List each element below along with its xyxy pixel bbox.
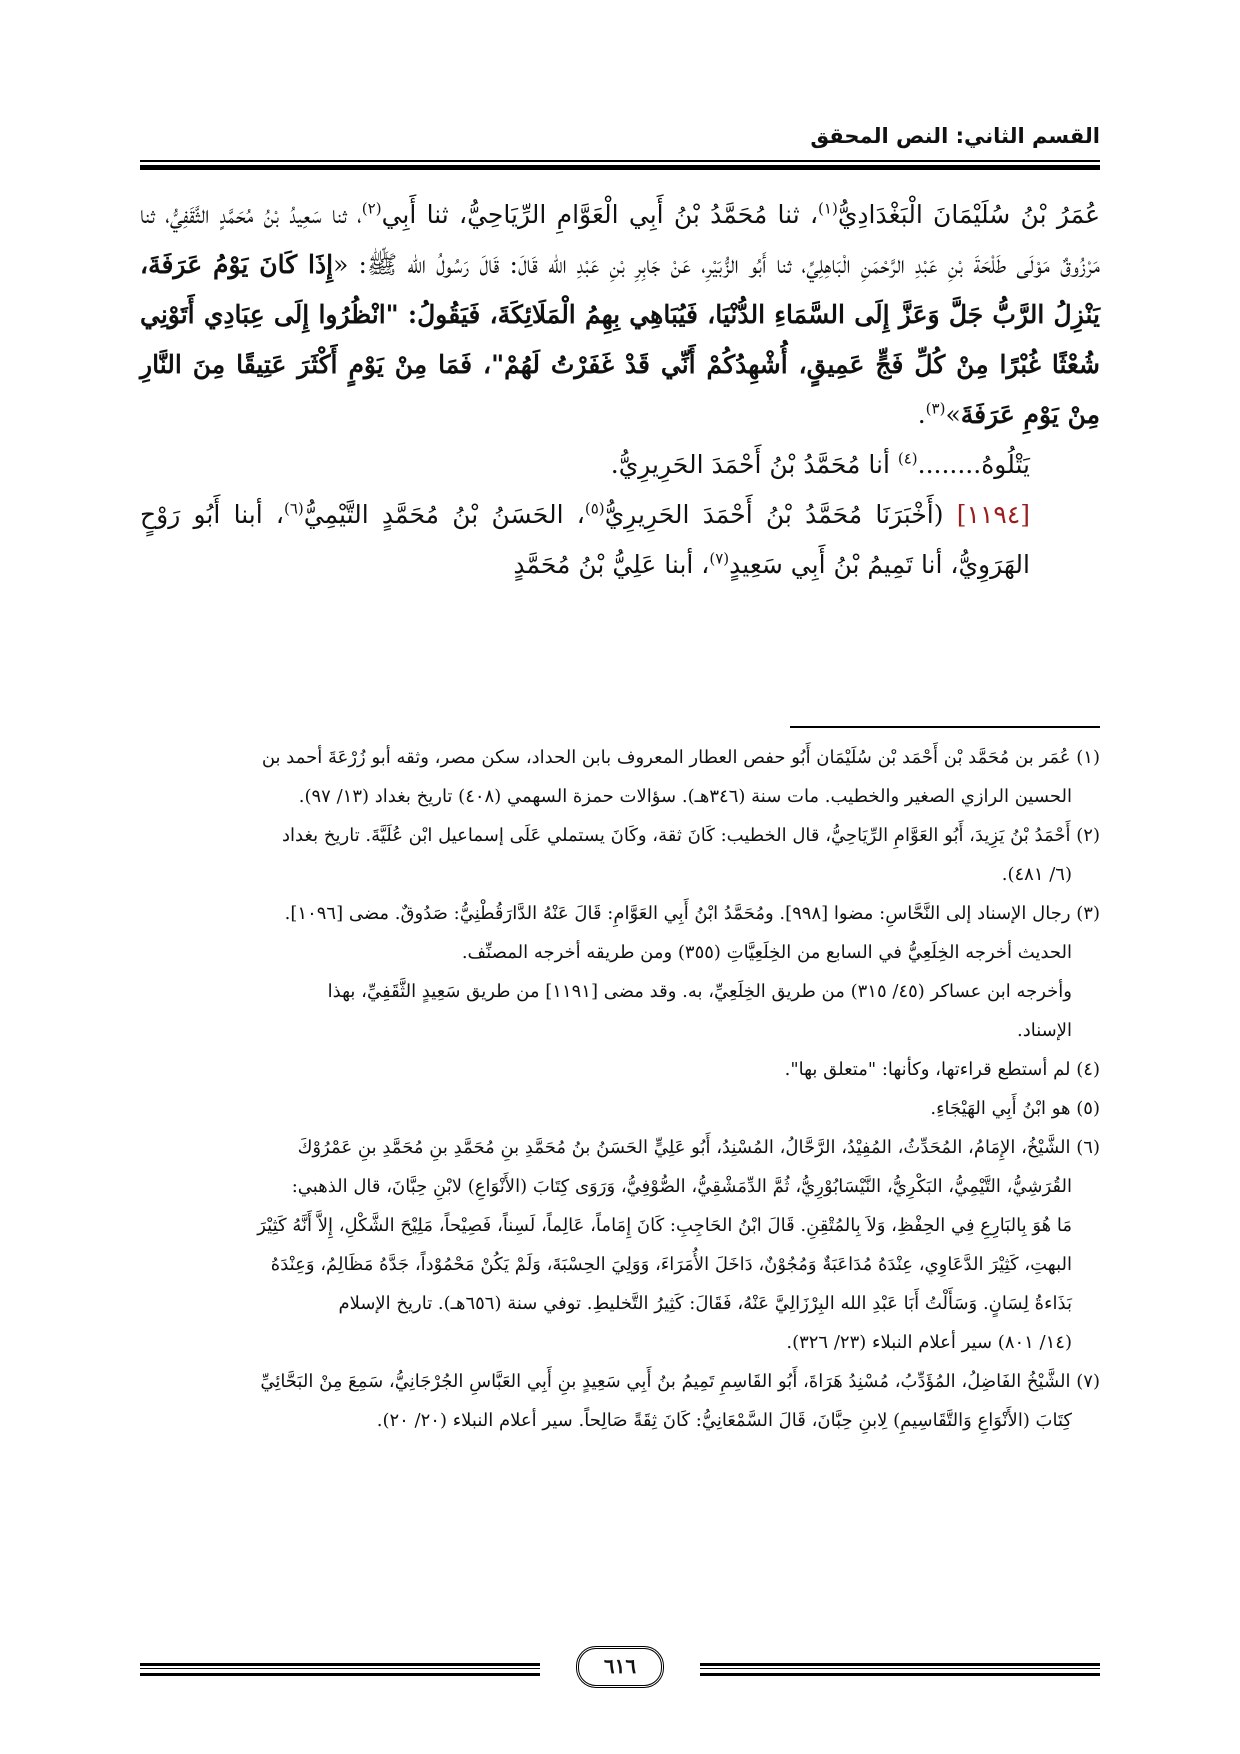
footnote-3-cont2: وأخرجه ابن عساكر (٤٥/ ٣١٥) من طريق الخِلَعِيِّ، به. وقد مضى [١١٩١] من طريق سَعِيدٍ الثَّقَفِيِّ، بهذا [327,981,1072,1002]
footnote-number: (٦) [1076,1137,1100,1158]
footnote-6-cont2: مَا هُوَ بِالبَارِعِ فِي الحِفْظِ، وَلاَ بِالمُتْقِنِ. قَالَ ابْنُ الحَاجِبِ: كَانَ إِمَاماً، عَالِماً، لَسِناً، فَصِيْحاً، مَلِيْحَ الشَّكْلِ، إِلاَّ أَنَّهُ كَثِيْرَ [257,1215,1072,1236]
footnote-6-cont3: البهتِ، كَثِيْرَ الدَّعَاوِي، عِنْدَهُ مُدَاعَبَةٌ وَمُجُوْنٌ، دَاخَلَ الأُمَرَاءَ، وَوَلِيَ الحِسْبَةَ، وَلَمْ يَكُنْ مَحْمُوْداً، جَدَّهُ مَظَالِمُ، وَعِنْدَهُ [270,1254,1072,1275]
footnote-4 [140,1050,1100,1089]
text-run: ، أبنا عَلِيُّ بْنُ مُحَمَّدٍ [513,550,710,579]
footnote-7 [140,1362,1100,1401]
footnote-number: (٣) [1076,903,1100,924]
section-title: القسم الثاني: النص المحقق [810,124,1100,148]
footnote-number: (٢) [1076,825,1100,846]
footnote-marker-3[interactable]: (٣) [925,399,946,418]
footnote-6-cont5: (١٤/ ٨٠١) سير أعلام النبلاء (٢٣/ ٣٢٦). [786,1332,1072,1353]
footnote-marker-4[interactable]: (٤) [897,449,918,468]
paragraph-continuation [140,440,1100,490]
text-run: ، ثنا مُحَمَّدُ بْنُ أَبِي الْعَوَّامِ الرِّيَاحِيُّ، ثنا أَبِي [381,200,819,229]
footnote-7-cont: كِتَابَ (الأَنْوَاعِ وَالتَّقَاسِيمِ) لِابنِ حِبَّانَ، قَالَ السَّمْعَانِيُّ: كَانَ ثِقَةً صَالِحاً. سير أعلام النبلاء (٢٠/ ٢٠). [376,1410,1072,1431]
footnote-text: الشَّيْخُ، الإِمَامُ، المُحَدِّثُ، المُفِيْدُ، الرَّحَّالُ، المُسْنِدُ، أَبُو عَلِيٍّ الحَسَنُ بنُ مُحَمَّدِ بنِ مُحَمَّدِ بنِ مُحَمَّدِ بنِ عَمْرُوْكَ [297,1137,1071,1158]
hadith-number: [١١٩٤] [956,500,1031,529]
header-rule [140,160,1100,162]
header-rule-thick [140,165,1100,170]
paragraph-1194 [140,490,1100,590]
footnote-text: هو ابْنُ أَبِي الهَيْجَاءِ. [930,1098,1071,1119]
footnote-number: (٧) [1076,1371,1100,1392]
footnote-2-cont: (٦/ ٤٨١). [1001,864,1072,885]
footnote-number: (١) [1076,747,1100,768]
footnote-5 [140,1089,1100,1128]
footnote-text: رجال الإسناد إلى النَّحَّاسِ: مضوا [٩٩٨]. ومُحَمَّدُ ابْنُ أَبِي العَوَّامِ: قَالَ عَنْهُ الدَّارَقُطْنِيُّ: صَدُوقٌ. مضى [١٠٩٦]. [284,903,1071,924]
footer-rule-right [700,1663,1100,1676]
footnote-number: (٥) [1076,1098,1100,1119]
footnote-marker-1[interactable]: (١) [818,199,838,218]
footnote-1-cont: الحسين الرازي الصغير والخطيب. مات سنة (٣٤٦هـ). سؤالات حمزة السهمي (٤٠٨) تاريخ بغداد (١٣/ ٩٧). [298,786,1072,807]
footnote-separator [790,726,1100,728]
text-run: (أَخْبَرَنَا مُحَمَّدُ بْنُ أَحْمَدَ الحَرِيرِيُّ [604,500,944,529]
footnote-text: أَحْمَدُ بْنُ يَزِيدَ، أَبُو العَوَّامِ الرِّيَاحِيُّ، قال الخطيب: كَانَ ثقة، وكَانَ يستملي عَلَى إسماعيل ابْن عُلَيَّةَ. تاريخ بغداد [282,825,1071,846]
footnote-3 [140,894,1100,933]
footnote-3-cont3: الإسناد. [1016,1020,1072,1041]
text-run: ، أبنا أَبُو رَوْحٍ الهَرَوِيُّ، أنا تَمِيمُ بْنُ أَبِي سَعِيدٍ [140,500,1030,579]
text-run: » [945,400,961,429]
footnote-3-cont: الحديث أخرجه الخِلَعِيُّ في السابع من الخِلَعِيَّاتِ (٣٥٥) ومن طريقه أخرجه المصنِّف. [461,942,1072,963]
footnote-marker-7[interactable]: (٧) [709,549,730,568]
footnote-6 [140,1128,1100,1167]
footnote-marker-5[interactable]: (٥) [584,499,605,518]
text-run: أنا مُحَمَّدُ بْنُ أَحْمَدَ الحَرِيرِيُّ. [610,450,890,479]
page-number: ٦١٦ [576,1646,664,1688]
footnote-marker-6[interactable]: (٦) [283,499,304,518]
text-run: عُمَرُ بْنُ سُلَيْمَانَ الْبَغْدَادِيُّ [837,200,1100,229]
footnote-text: لم أستطع قراءتها، وكأنها: "متعلق بها". [784,1059,1071,1080]
text-run: يَتْلُوهُ........ [917,450,1030,479]
page-footer [140,1646,1100,1696]
footnote-text: الشَّيْخُ الفَاضِلُ، المُؤَدِّبُ، مُسْنِدُ هَرَاةَ، أَبُو القَاسِمِ تَمِيمُ بنُ أَبِي سَعِيدٍ بنِ أَبِي العَبَّاسِ الجُرْجَانِيُّ، سَمِعَ مِنْ البَحَّائِيِّ [260,1371,1071,1392]
footnotes [140,738,1100,1600]
hadith-text: إِذَا كَانَ يَوْمُ عَرَفَةَ، يَنْزِلُ الرَّبُّ جَلَّ وَعَزَّ إِلَى السَّمَاءِ الدُّنْيَا، فَيُبَاهِي بِهِمُ الْمَلَائِكَةَ، فَيَقُولُ: "انْظُرُوا إِلَى عِبَادِي أَتَوْنِي شُعْثًا غُبْرًا مِنْ كُلِّ فَجٍّ عَمِيقٍ، أُشْهِدُكُمْ أَنِّي قَدْ غَفَرْتُ لَهُمْ"، فَمَا مِنْ يَوْمٍ أَكْثَرَ عَتِيقًا مِنَ النَّارِ مِنْ يَوْمِ عَرَفَةَ [140,250,1100,429]
footer-rule-left [140,1663,540,1676]
footnote-2 [140,816,1100,855]
footnote-6-cont: القُرَشِيُّ، التَّيْمِيُّ، البَكْرِيُّ، النَّيْسَابُوْرِيُّ، ثُمَّ الدِّمَشْقِيُّ، الصُّوْفِيُّ، وَرَوَى كِتَابَ (الأَنْوَاعِ) لابْنِ حِبَّانَ، قال الذهبي: [291,1176,1072,1197]
footnote-number: (٤) [1076,1059,1100,1080]
footnote-1 [140,738,1100,777]
main-text [140,190,1100,680]
text-run: ، الحَسَنُ بْنُ مُحَمَّدٍ التَّيْمِيُّ [303,500,585,529]
paragraph-isnad: عُمَرُ بْنُ سُلَيْمَانَ الْبَغْدَادِيُّ$^{(١)}$، ثنا مُحَمَّدُ بْنُ أَبِي الْعَوَّامِ الرِّيَاحِيُّ، ثنا أَبِي$^{(٢)}$، ثنا سَعِيدُ بْنُ مُحَمَّدٍ الثَّقَفِيُّ، ثنا مَرْزُوقٌ مَوْلَى طَلْحَةَ بْنِ عَبْدِ الرَّحْمَنِ الْبَاهِلِيِّ، ثنا أَبُو الزُّبَيْرِ، عَنْ جَابِرِ بْنِ عَبْدِ الله قَالَ: قَالَ رَسُولُ الله ﷺ: «إِذَا كَانَ يَوْمُ عَرَفَةَ، يَنْزِلُ الرَّبُّ جَلَّ وَعَزَّ إِلَى السَّمَاءِ الدُّنْيَا، فَيُبَاهِي بِهِمُ الْمَلَائِكَةَ، فَيَقُولُ: "انْظُرُوا إِلَى عِبَادِي أَتَوْنِي شُعْثًا غُبْرًا مِنْ كُلِّ فَجٍّ عَمِيقٍ، أُشْهِدُكُمْ أَنِّي قَدْ غَفَرْتُ لَهُمْ"، فَمَا مِنْ يَوْمٍ أَكْثَرَ عَتِيقًا مِنَ النَّارِ مِنْ يَوْمِ عَرَفَةَ»$^{(٣)}$. [140,199,1101,429]
footnote-6-cont4: بَذَاءةُ لِسَانٍ. وَسَأَلْتُ أَبَا عَبْدِ الله البِرْزَالِيَّ عَنْهُ، فَقَالَ: كَثِيرُ التَّخليطِ. توفي سنة (٦٥٦هـ). تاريخ الإسلام [338,1293,1072,1314]
footnote-marker-2[interactable]: (٢) [361,199,382,218]
footnote-text: عُمَر بن مُحَمَّد بْن أَحْمَد بْن سُلَيْمَان أَبُو حفص العطار المعروف بابن الحداد، سكن مصر، وثقه أبو زُرْعَةَ أحمد بن [261,747,1071,768]
text-run: ، ثنا سَعِيدُ بْنُ مُحَمَّدٍ الثَّقَفِيُّ، ثنا مَرْزُوقٌ مَوْلَى طَلْحَةَ بْنِ عَبْدِ الرَّحْمَنِ الْبَاهِلِيِّ، ثنا أَبُو الزُّبَيْرِ، عَنْ جَابِرِ بْنِ عَبْدِ الله قَالَ: قَالَ رَسُولُ الله ﷺ: « [140,200,1101,279]
